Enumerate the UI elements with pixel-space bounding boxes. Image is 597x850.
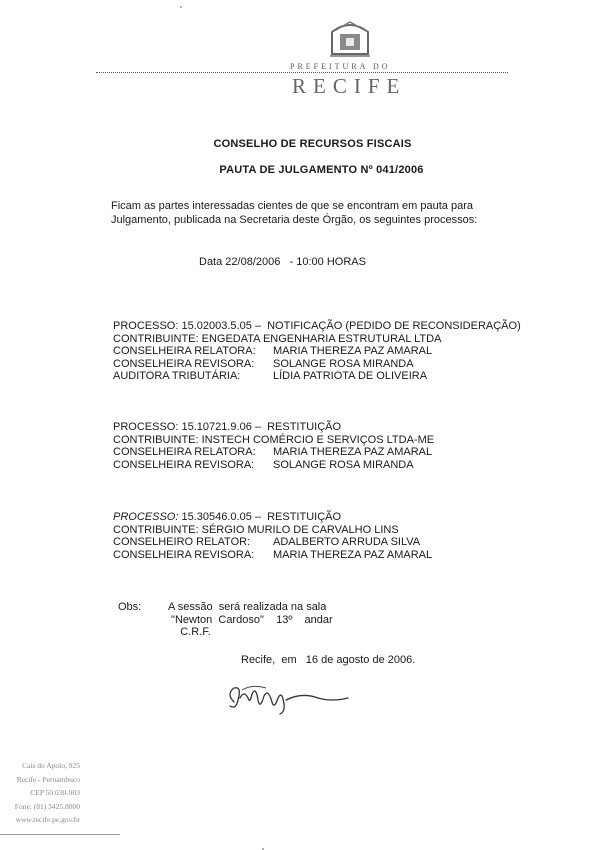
- reviewer-line: [113, 549, 432, 562]
- auditor-value: LÍDIA PATRIOTA DE OLIVEIRA: [273, 370, 428, 383]
- reviewer-value: MARIA THEREZA PAZ AMARAL: [273, 548, 433, 561]
- auditor-line: [113, 370, 521, 383]
- place-and-date: Recife, em 16 de agosto de 2006.: [241, 654, 416, 666]
- taxpayer-value: INSTECH COMÉRCIO E SERVIÇOS LTDA-ME: [201, 433, 435, 446]
- reporter-label: CONSELHEIRA RELATORA:: [113, 345, 256, 358]
- process-label: PROCESSO:: [113, 421, 179, 433]
- process-line: [113, 421, 434, 434]
- process-line: [113, 320, 521, 333]
- process-line: [113, 511, 432, 524]
- reporter-label: CONSELHEIRO RELATOR:: [113, 536, 251, 549]
- reviewer-label: CONSELHEIRA REVISORA:: [113, 357, 255, 370]
- header-rule: [96, 72, 508, 73]
- process-label: PROCESSO:: [113, 511, 179, 523]
- obs-text: [168, 601, 333, 639]
- handwritten-signature: [222, 680, 352, 720]
- council-title: CONSELHO DE RECURSOS FISCAIS: [213, 138, 412, 150]
- process-value: 15.10721.9.06 – RESTITUIÇÃO: [181, 421, 342, 433]
- reporter-label: CONSELHEIRA RELATORA:: [113, 446, 256, 459]
- reporter-value: MARIA THEREZA PAZ AMARAL: [273, 345, 433, 358]
- reviewer-line: [113, 358, 521, 371]
- process-block: [113, 421, 434, 471]
- reviewer-value: SOLANGE ROSA MIRANDA: [273, 357, 414, 370]
- obs-line: "Newton Cardoso" 13º andar: [168, 613, 333, 626]
- footer-address: [0, 759, 80, 827]
- footer-line: Cais do Apolo, 925: [22, 761, 80, 770]
- taxpayer-line: [113, 434, 434, 447]
- taxpayer-label: CONTRIBUINTE:: [113, 433, 199, 446]
- obs-line: C.R.F.: [168, 626, 211, 638]
- footer-line: CEP 50.030-903: [30, 788, 80, 797]
- footer-line: Fone: (81) 3425.8000: [14, 801, 80, 811]
- reporter-line: [113, 446, 434, 459]
- process-value: 15.30546.0.05 – RESTITUIÇÃO: [181, 511, 342, 523]
- auditor-label: AUDITORA TRIBUTÁRIA:: [113, 370, 241, 383]
- taxpayer-line: [113, 333, 521, 346]
- prefecture-label: PREFEITURA DO: [290, 62, 391, 71]
- footer-rule: [0, 834, 120, 835]
- process-block: [113, 320, 521, 383]
- taxpayer-value: ENGEDATA ENGENHARIA ESTRUTURAL LTDA: [201, 332, 442, 345]
- reviewer-line: [113, 459, 434, 472]
- reporter-line: [113, 536, 432, 549]
- reporter-value: MARIA THEREZA PAZ AMARAL: [273, 446, 433, 459]
- obs-label: Obs:: [118, 601, 142, 613]
- agenda-title: PAUTA DE JULGAMENTO Nº 041/2006: [219, 164, 424, 176]
- reporter-line: [113, 345, 521, 358]
- process-block: [113, 511, 432, 561]
- process-label: PROCESSO:: [113, 320, 179, 332]
- footer-line: www.recife.pe.gov.br: [15, 815, 80, 824]
- footer-line: Recife - Pernambuco: [16, 774, 80, 784]
- scan-speck: [180, 6, 182, 8]
- taxpayer-line: [113, 524, 432, 537]
- process-value: 15.02003.5.05 – NOTIFICAÇÃO (PEDIDO DE RECONSIDERAÇÃO): [181, 320, 521, 332]
- reviewer-value: SOLANGE ROSA MIRANDA: [273, 458, 414, 471]
- reporter-value: ADALBERTO ARRUDA SILVA: [273, 536, 421, 549]
- taxpayer-label: CONTRIBUINTE:: [113, 523, 199, 536]
- reviewer-label: CONSELHEIRA REVISORA:: [113, 548, 255, 561]
- taxpayer-value: SÉRGIO MURILO DE CARVALHO LINS: [201, 523, 399, 536]
- intro-paragraph: Ficam as partes interessadas cientes de que se encontram em pauta para Julgamento, publicada na Secretaria deste Órgão, os seguintes processos:: [111, 200, 478, 226]
- city-crest-icon: [326, 14, 374, 62]
- obs-line: A sessão será realizada na sala: [168, 601, 327, 613]
- session-date: Data 22/08/2006 - 10:00 HORAS: [199, 256, 366, 268]
- city-name-logo: RECIFE: [292, 74, 407, 98]
- reviewer-label: CONSELHEIRA REVISORA:: [113, 458, 255, 471]
- taxpayer-label: CONTRIBUINTE:: [113, 332, 199, 345]
